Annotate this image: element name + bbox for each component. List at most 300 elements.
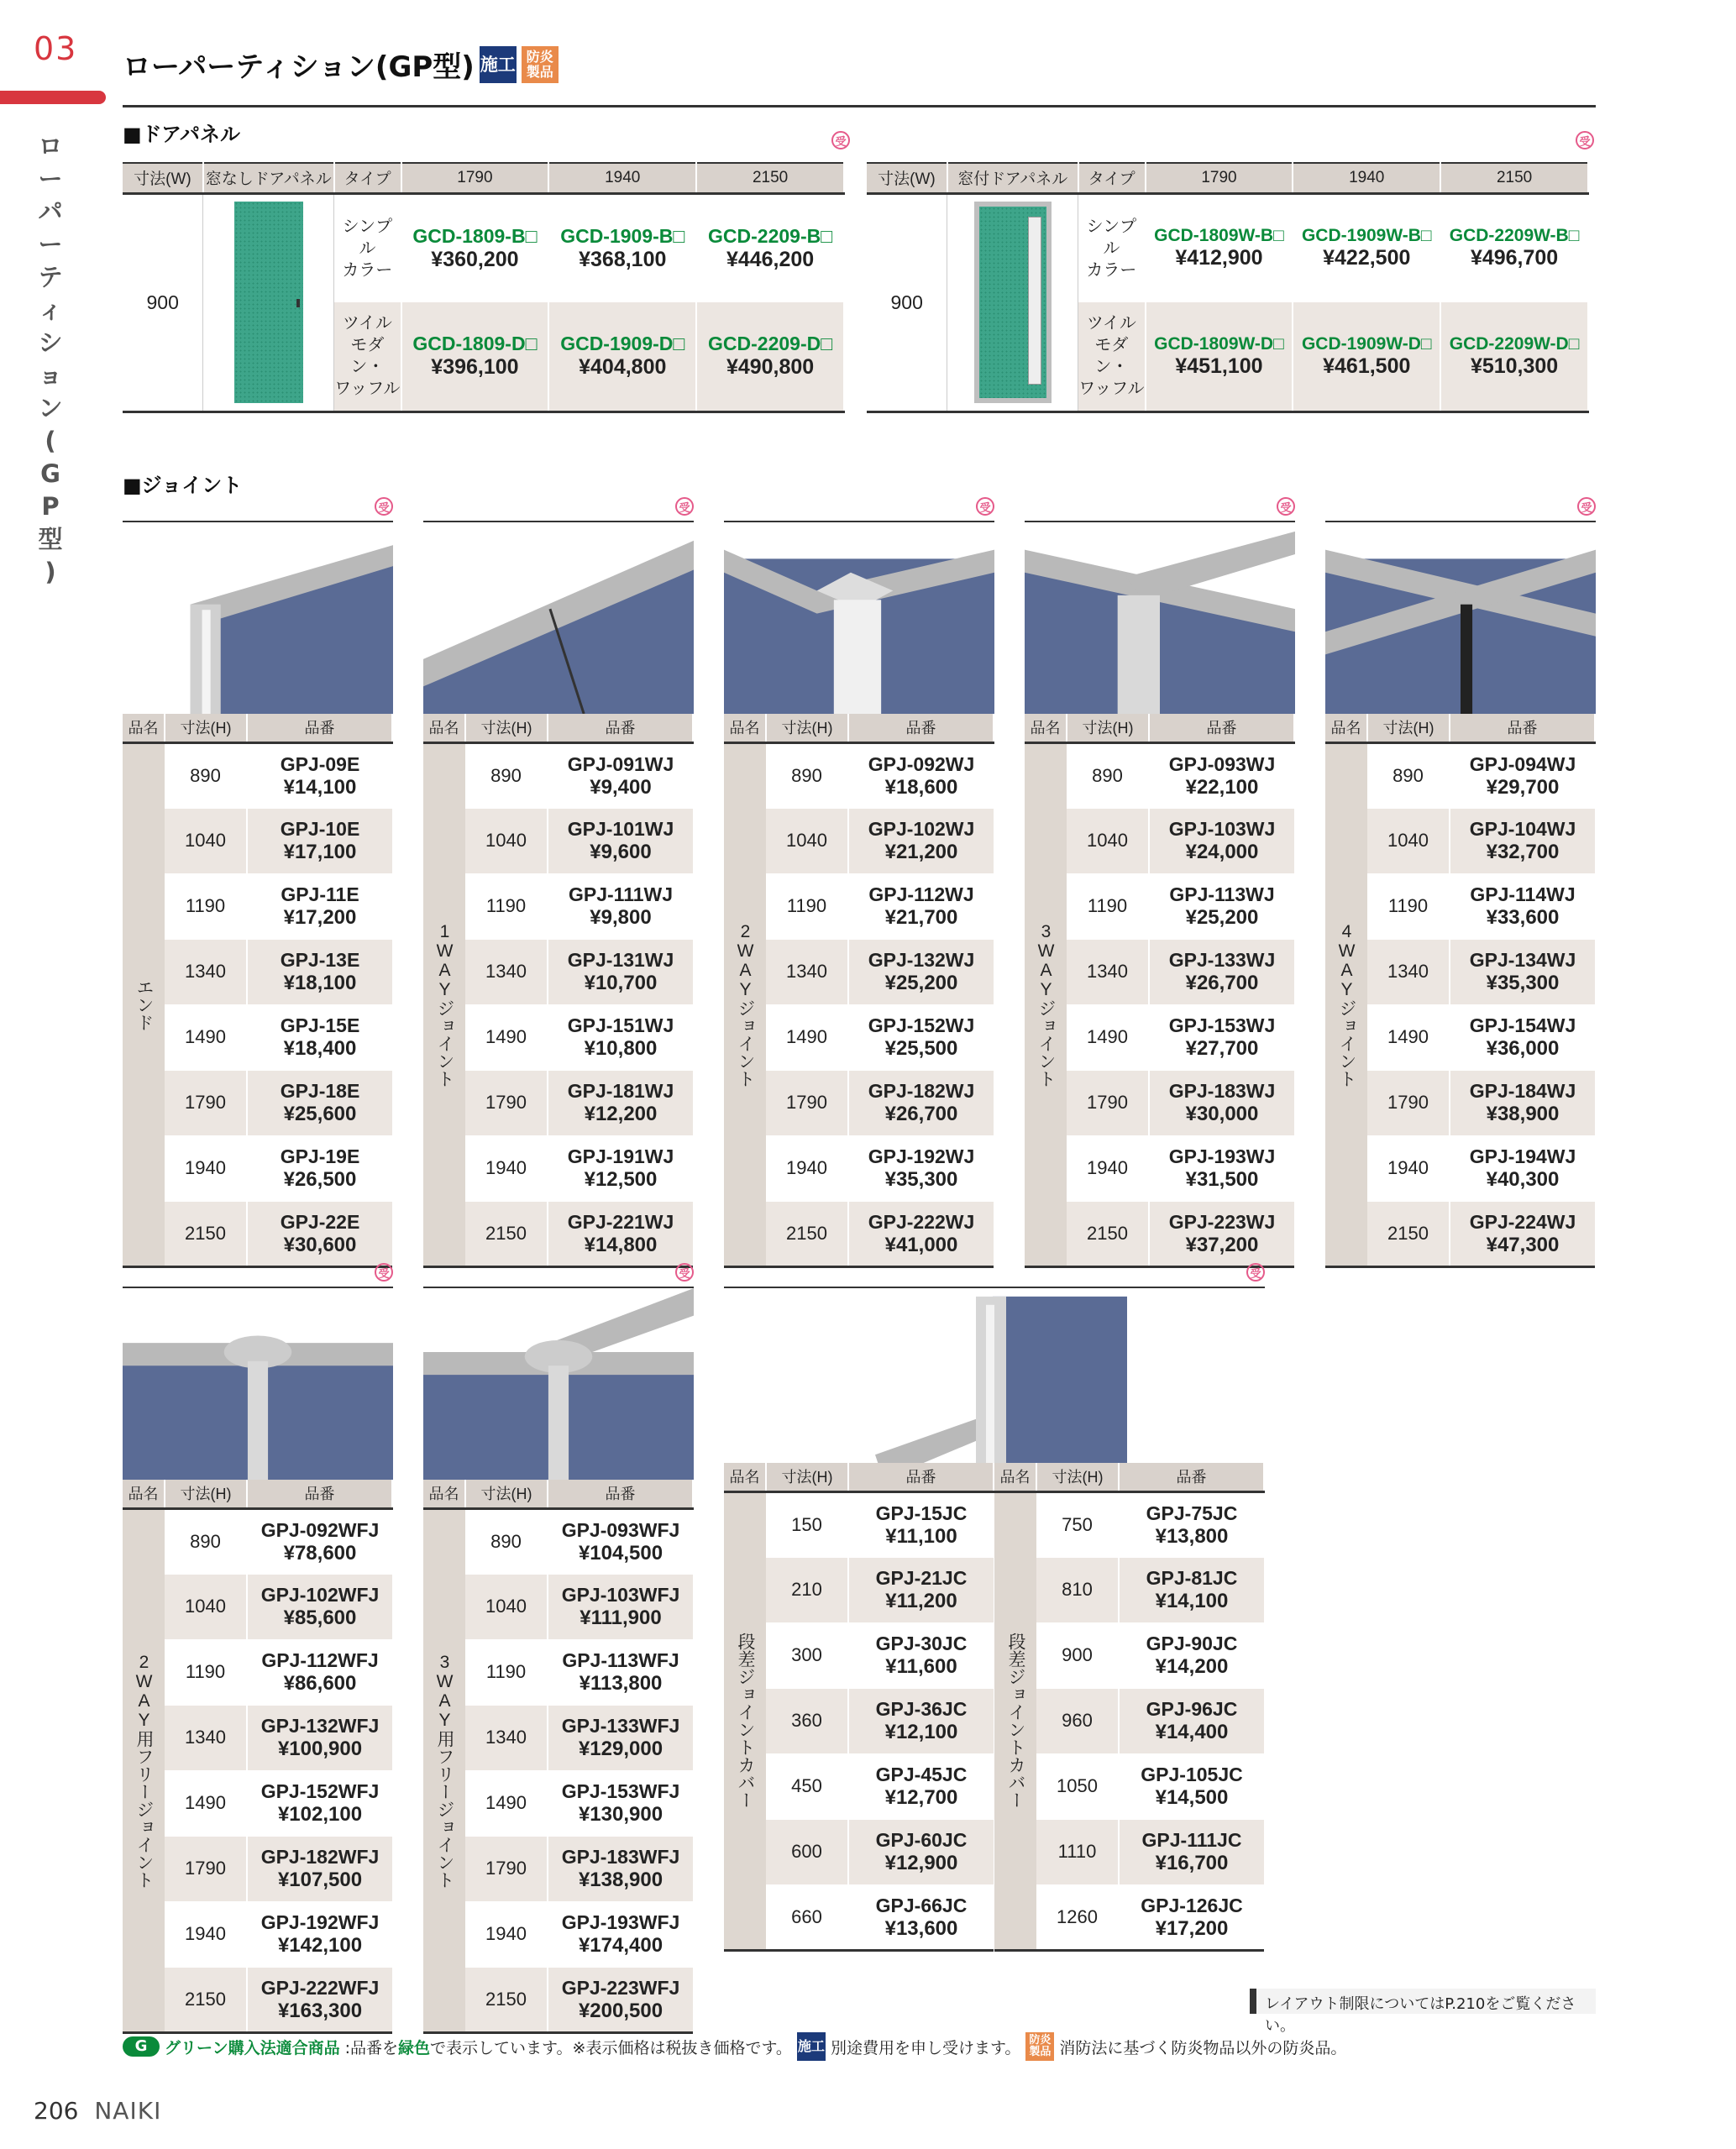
joint-table bbox=[123, 1263, 393, 2034]
joint-size: 2150 bbox=[465, 1201, 548, 1266]
product-code: GPJ-60JC bbox=[875, 1829, 968, 1851]
product-code: GPJ-30JC bbox=[875, 1633, 968, 1654]
footer-text4: 消防法に基づく防炎物品以外の防炎品。 bbox=[1059, 2038, 1347, 2057]
price: ¥11,200 bbox=[885, 1590, 957, 1612]
price: ¥10,800 bbox=[584, 1037, 658, 1060]
joint-price-cell bbox=[1119, 1884, 1264, 1950]
joint-size: 1790 bbox=[465, 1070, 548, 1135]
side-title-char: ィ bbox=[38, 296, 63, 324]
joint-size: 1040 bbox=[165, 808, 247, 873]
product-code: GPJ-101WJ bbox=[567, 818, 674, 840]
side-title-char: ロ bbox=[38, 132, 63, 160]
price: ¥404,800 bbox=[579, 355, 667, 380]
joint-size: 1040 bbox=[766, 808, 848, 873]
col-header-code: 品番 bbox=[1149, 714, 1294, 742]
product-code: GCD-1909W-B□ bbox=[1301, 226, 1432, 246]
joint-size: 1340 bbox=[465, 1705, 548, 1770]
joint-group-name: 4WAYジョイント bbox=[1325, 742, 1367, 1266]
joint-group-name: 段差ジョイントカバー bbox=[994, 1491, 1036, 1950]
joint-size: 1490 bbox=[465, 1004, 548, 1070]
joint-price-cell bbox=[247, 1770, 392, 1836]
joint-size: 1490 bbox=[465, 1770, 548, 1836]
product-code: GPJ-81JC bbox=[1146, 1567, 1238, 1589]
product-code: GPJ-113WFJ bbox=[562, 1649, 679, 1671]
price: ¥14,100 bbox=[1155, 1590, 1229, 1612]
price: ¥30,000 bbox=[1185, 1103, 1259, 1125]
joint-size: 1490 bbox=[766, 1004, 848, 1070]
footer-note bbox=[123, 2032, 1346, 2061]
joint-size: 890 bbox=[465, 1508, 548, 1574]
door-price-cell bbox=[1146, 193, 1293, 302]
joint-table bbox=[423, 1263, 694, 2034]
product-code: GPJ-96JC bbox=[1146, 1698, 1238, 1720]
joint-size: 1490 bbox=[1067, 1004, 1149, 1070]
product-code: GCD-2209-D□ bbox=[708, 333, 833, 355]
joint-size: 1490 bbox=[165, 1004, 247, 1070]
joint-size: 1790 bbox=[465, 1836, 548, 1901]
joint-size: 1190 bbox=[465, 1639, 548, 1705]
col-header-name: 品名 bbox=[423, 1480, 465, 1508]
product-code: GCD-1909W-D□ bbox=[1301, 333, 1432, 354]
price: ¥446,200 bbox=[726, 247, 815, 271]
joint-price-cell bbox=[1149, 1201, 1294, 1266]
joint-price-cell bbox=[848, 1491, 994, 1557]
door-type: シンプル カラー bbox=[334, 193, 401, 302]
product-code: GPJ-222WFJ bbox=[260, 1976, 380, 1999]
product-code: GPJ-133WFJ bbox=[561, 1715, 680, 1737]
joint-price-cell bbox=[848, 1884, 994, 1950]
joint-price-cell bbox=[247, 1967, 392, 2032]
door-price-cell bbox=[1440, 193, 1588, 302]
order-mark-icon: 受 bbox=[1246, 1263, 1265, 1282]
joint-size: 1110 bbox=[1036, 1819, 1119, 1884]
joint-size: 1790 bbox=[766, 1070, 848, 1135]
product-code: GPJ-183WJ bbox=[1168, 1080, 1276, 1102]
joint-price-cell bbox=[848, 1135, 994, 1201]
price: ¥17,100 bbox=[283, 841, 357, 863]
product-code: GPJ-102WJ bbox=[868, 818, 975, 840]
col-header-size: 寸法(H) bbox=[165, 714, 247, 742]
joint-size: 1490 bbox=[165, 1770, 247, 1836]
joint-size: 890 bbox=[465, 742, 548, 808]
price: ¥35,300 bbox=[884, 1168, 958, 1191]
joint-table bbox=[123, 497, 393, 1268]
price: ¥14,400 bbox=[1155, 1721, 1229, 1743]
product-code: GPJ-222WJ bbox=[868, 1210, 975, 1233]
product-code: GPJ-36JC bbox=[875, 1698, 968, 1720]
construction-badge: 施工 bbox=[480, 46, 517, 83]
joint-size: 1790 bbox=[1367, 1070, 1450, 1135]
product-code: GPJ-184WJ bbox=[1469, 1080, 1576, 1102]
door-price-cell bbox=[401, 193, 549, 302]
price: ¥86,600 bbox=[283, 1672, 357, 1695]
joint-size: 2150 bbox=[1067, 1201, 1149, 1266]
joint-size: 810 bbox=[1036, 1557, 1119, 1622]
joint-price-cell bbox=[1450, 808, 1595, 873]
door-price-cell bbox=[1293, 193, 1440, 302]
price: ¥18,600 bbox=[884, 775, 958, 799]
price: ¥104,500 bbox=[578, 1541, 663, 1565]
joint-size: 900 bbox=[1036, 1622, 1119, 1688]
product-code: GCD-1809W-B□ bbox=[1154, 226, 1284, 246]
joint-price-cell bbox=[548, 1705, 693, 1770]
price: ¥11,600 bbox=[885, 1655, 957, 1678]
joint-size: 150 bbox=[766, 1491, 848, 1557]
joint-price-cell bbox=[247, 1639, 392, 1705]
price: ¥35,300 bbox=[1486, 972, 1560, 994]
joint-price-cell bbox=[848, 1688, 994, 1753]
layout-note bbox=[1250, 1989, 1596, 2035]
order-mark-icon: 受 bbox=[375, 1263, 393, 1282]
side-title-char: テ bbox=[38, 263, 63, 291]
door-image bbox=[947, 193, 1078, 411]
product-code: GPJ-193WJ bbox=[1168, 1145, 1276, 1167]
joint-price-cell bbox=[1119, 1753, 1264, 1819]
joint-price-cell bbox=[1149, 808, 1294, 873]
product-code: GPJ-10E bbox=[280, 818, 360, 840]
order-mark-icon: 受 bbox=[1576, 131, 1594, 149]
product-code: GPJ-45JC bbox=[875, 1764, 968, 1785]
joint-size: 1040 bbox=[465, 808, 548, 873]
door-type: ツイル モダン・ ワッフル bbox=[334, 302, 401, 411]
price: ¥138,900 bbox=[578, 1869, 663, 1891]
product-code: GPJ-094WJ bbox=[1469, 752, 1576, 775]
joint-price-cell bbox=[548, 1836, 693, 1901]
product-code: GPJ-15E bbox=[280, 1014, 360, 1036]
product-code: GCD-2209-B□ bbox=[708, 224, 833, 247]
product-code: GPJ-221WJ bbox=[567, 1210, 674, 1233]
price: ¥10,700 bbox=[584, 972, 658, 994]
price: ¥16,700 bbox=[1155, 1852, 1229, 1874]
product-code: GPJ-132WFJ bbox=[260, 1715, 380, 1737]
joint-price-cell bbox=[1149, 873, 1294, 939]
col-header-size: 寸法(H) bbox=[766, 1463, 848, 1491]
product-code: GPJ-183WFJ bbox=[561, 1846, 680, 1868]
price: ¥27,700 bbox=[1185, 1037, 1259, 1060]
door-header: タイプ bbox=[334, 163, 401, 193]
joint-size: 890 bbox=[165, 742, 247, 808]
price: ¥25,500 bbox=[884, 1037, 958, 1060]
price: ¥12,900 bbox=[884, 1852, 958, 1874]
price: ¥41,000 bbox=[884, 1233, 958, 1256]
joint-price-cell bbox=[848, 1753, 994, 1819]
joint-size: 1940 bbox=[465, 1135, 548, 1201]
joint-size: 1790 bbox=[1067, 1070, 1149, 1135]
joint-price-cell bbox=[1149, 1070, 1294, 1135]
joint-price-cell bbox=[1450, 1201, 1595, 1266]
door-price-cell bbox=[1293, 302, 1440, 411]
joint-image bbox=[1325, 521, 1596, 714]
joint-size: 660 bbox=[766, 1884, 848, 1950]
price: ¥26,500 bbox=[283, 1168, 357, 1191]
joint-size: 300 bbox=[766, 1622, 848, 1688]
joint-price-cell bbox=[247, 873, 392, 939]
joint-price-cell bbox=[247, 808, 392, 873]
joint-price-cell bbox=[848, 1622, 994, 1688]
step-joint-section bbox=[724, 1263, 1265, 1480]
joint-price-cell bbox=[247, 1201, 392, 1266]
product-code: GPJ-133WJ bbox=[1168, 949, 1276, 971]
price: ¥510,300 bbox=[1470, 354, 1559, 378]
product-code: GPJ-22E bbox=[280, 1210, 360, 1233]
price: ¥129,000 bbox=[578, 1738, 663, 1760]
fireproof-badge: 防炎製品 bbox=[522, 46, 559, 83]
price: ¥422,500 bbox=[1323, 246, 1411, 270]
door-width: 900 bbox=[867, 193, 947, 411]
product-code: GPJ-092WJ bbox=[868, 752, 975, 775]
joint-size: 960 bbox=[1036, 1688, 1119, 1753]
price: ¥14,500 bbox=[1155, 1786, 1229, 1809]
joint-price-cell bbox=[1119, 1622, 1264, 1688]
product-code: GPJ-154WJ bbox=[1469, 1014, 1576, 1036]
product-code: GPJ-093WFJ bbox=[561, 1518, 680, 1541]
side-title-char: ョ bbox=[38, 361, 63, 390]
joint-size: 1190 bbox=[165, 873, 247, 939]
product-code: GPJ-66JC bbox=[875, 1894, 968, 1916]
joint-price-cell bbox=[247, 1705, 392, 1770]
joint-group-name: 3WAY用フリージョイント bbox=[423, 1508, 465, 2032]
col-header-code: 品番 bbox=[848, 714, 994, 742]
price: ¥31,500 bbox=[1185, 1168, 1259, 1191]
product-code: GPJ-103WFJ bbox=[561, 1584, 680, 1606]
price: ¥30,600 bbox=[283, 1233, 357, 1256]
price: ¥40,300 bbox=[1486, 1168, 1560, 1191]
side-title-char: シ bbox=[38, 328, 63, 357]
price: ¥12,100 bbox=[884, 1721, 958, 1743]
door-icon bbox=[234, 202, 303, 403]
order-mark-icon: 受 bbox=[675, 497, 694, 516]
footer-text2: で表示しています。※表示価格は税抜き価格です。 bbox=[430, 2038, 792, 2057]
joint-price-cell bbox=[548, 808, 693, 873]
product-code: GPJ-113WJ bbox=[1169, 883, 1275, 905]
joint-price-cell bbox=[247, 1070, 392, 1135]
door-panel-heading: ■ドアパネル bbox=[123, 123, 241, 146]
order-mark-icon: 受 bbox=[375, 497, 393, 516]
joint-price-cell bbox=[1450, 1135, 1595, 1201]
product-code: GPJ-131WJ bbox=[567, 949, 674, 971]
footer-green-word: 緑色 bbox=[398, 2038, 431, 2057]
joint-size: 450 bbox=[766, 1753, 848, 1819]
step-joint-table bbox=[724, 1463, 994, 1952]
price: ¥14,100 bbox=[283, 775, 357, 799]
price: ¥13,800 bbox=[1155, 1524, 1229, 1548]
price: ¥461,500 bbox=[1323, 354, 1411, 378]
product-code: GPJ-102WFJ bbox=[260, 1584, 380, 1606]
joint-price-cell bbox=[1149, 939, 1294, 1004]
joint-table bbox=[724, 497, 994, 1268]
joint-size: 890 bbox=[1067, 742, 1149, 808]
price: ¥18,100 bbox=[283, 972, 357, 994]
door-price-cell bbox=[696, 193, 844, 302]
product-code: GPJ-191WJ bbox=[567, 1145, 674, 1167]
door-type: ツイル モダン・ ワッフル bbox=[1078, 302, 1146, 411]
col-header-name: 品名 bbox=[724, 714, 766, 742]
price: ¥25,600 bbox=[283, 1103, 357, 1125]
door-price-cell bbox=[696, 302, 844, 411]
joint-price-cell bbox=[848, 1070, 994, 1135]
col-header-name: 品名 bbox=[423, 714, 465, 742]
side-title-char: G bbox=[40, 459, 60, 488]
door-image bbox=[203, 193, 334, 411]
col-header-code: 品番 bbox=[1119, 1463, 1264, 1491]
product-code: GCD-1909-B□ bbox=[560, 224, 685, 247]
col-header-size: 寸法(H) bbox=[165, 1480, 247, 1508]
joint-price-cell bbox=[848, 1557, 994, 1622]
side-title-char: P bbox=[41, 492, 60, 521]
col-header-name: 品名 bbox=[123, 1480, 165, 1508]
price: ¥25,200 bbox=[884, 972, 958, 994]
side-title-char: ー bbox=[38, 165, 63, 193]
col-header-size: 寸法(H) bbox=[766, 714, 848, 742]
product-code: GPJ-224WJ bbox=[1469, 1210, 1576, 1233]
door-header: タイプ bbox=[1078, 163, 1146, 193]
joint-size: 890 bbox=[165, 1508, 247, 1574]
product-code: GPJ-111WJ bbox=[568, 883, 674, 905]
joint-price-cell bbox=[848, 1004, 994, 1070]
joint-price-cell bbox=[548, 1201, 693, 1266]
door-panel-left bbox=[123, 162, 845, 413]
joint-size: 1190 bbox=[1067, 873, 1149, 939]
product-code: GPJ-111JC bbox=[1141, 1829, 1242, 1851]
price: ¥85,600 bbox=[283, 1607, 357, 1629]
joint-price-cell bbox=[848, 1201, 994, 1266]
joint-size: 2150 bbox=[465, 1967, 548, 2032]
joint-size: 1940 bbox=[165, 1135, 247, 1201]
joint-image bbox=[123, 1287, 393, 1480]
product-code: GPJ-223WJ bbox=[1168, 1210, 1276, 1233]
joint-size: 210 bbox=[766, 1557, 848, 1622]
price: ¥26,700 bbox=[1185, 972, 1259, 994]
section-number: 03 bbox=[34, 30, 78, 67]
joint-price-cell bbox=[548, 1901, 693, 1967]
windowed-door-icon bbox=[974, 202, 1052, 403]
joint-price-cell bbox=[247, 742, 392, 808]
joint-size: 1260 bbox=[1036, 1884, 1119, 1950]
footer-text3: 別途費用を申し受けます。 bbox=[830, 2038, 1021, 2057]
joint-price-cell bbox=[1450, 939, 1595, 1004]
product-code: GPJ-114WJ bbox=[1470, 883, 1576, 905]
price: ¥100,900 bbox=[277, 1738, 363, 1760]
joint-price-cell bbox=[1119, 1491, 1264, 1557]
joint-price-cell bbox=[548, 1639, 693, 1705]
joint-size: 890 bbox=[1367, 742, 1450, 808]
product-code: GPJ-192WJ bbox=[868, 1145, 975, 1167]
joint-price-cell bbox=[548, 1508, 693, 1574]
door-type: シンプル カラー bbox=[1078, 193, 1146, 302]
joint-size: 1040 bbox=[165, 1574, 247, 1639]
page-title-text: ローパーティション(GP型) bbox=[123, 50, 475, 84]
product-code: GPJ-152WJ bbox=[868, 1014, 975, 1036]
product-code: GPJ-105JC bbox=[1141, 1764, 1243, 1785]
joint-price-cell bbox=[548, 1574, 693, 1639]
product-code: GPJ-112WFJ bbox=[261, 1649, 379, 1671]
product-code: GCD-1809-B□ bbox=[412, 224, 538, 247]
door-price-cell bbox=[401, 302, 549, 411]
joint-price-cell bbox=[1119, 1688, 1264, 1753]
page-footer bbox=[34, 2097, 161, 2125]
joint-price-cell bbox=[247, 1508, 392, 1574]
col-header-name: 品名 bbox=[123, 714, 165, 742]
door-header: 1790 bbox=[1146, 163, 1293, 193]
joint-price-cell bbox=[1149, 742, 1294, 808]
price: ¥111,900 bbox=[580, 1607, 662, 1629]
joint-group-name: 2WAY用フリージョイント bbox=[123, 1508, 165, 2032]
joint-size: 1190 bbox=[465, 873, 548, 939]
joint-size: 1190 bbox=[165, 1639, 247, 1705]
joint-price-cell bbox=[247, 939, 392, 1004]
side-title-char: 型 bbox=[38, 525, 63, 553]
side-title-char: ー bbox=[38, 230, 63, 259]
product-code: GPJ-13E bbox=[280, 949, 360, 971]
price: ¥17,200 bbox=[1155, 1916, 1229, 1940]
door-panel-right bbox=[867, 162, 1589, 413]
price: ¥36,000 bbox=[1486, 1037, 1560, 1060]
construction-badge-small: 施工 bbox=[797, 2032, 826, 2061]
product-code: GPJ-90JC bbox=[1146, 1633, 1238, 1654]
door-header: 1940 bbox=[548, 163, 696, 193]
price: ¥368,100 bbox=[579, 247, 667, 271]
price: ¥451,100 bbox=[1175, 354, 1263, 378]
joint-size: 1940 bbox=[165, 1901, 247, 1967]
joint-image bbox=[123, 521, 393, 714]
joint-price-cell bbox=[848, 808, 994, 873]
price: ¥396,100 bbox=[431, 355, 519, 380]
joint-price-cell bbox=[247, 1836, 392, 1901]
joint-image bbox=[724, 521, 994, 714]
joint-price-cell bbox=[1149, 1004, 1294, 1070]
price: ¥25,200 bbox=[1185, 906, 1259, 929]
door-header: 窓なしドアパネル bbox=[203, 163, 334, 193]
product-code: GPJ-151WJ bbox=[567, 1014, 674, 1036]
joint-price-cell bbox=[548, 1967, 693, 2032]
joint-heading: ■ジョイント bbox=[123, 474, 243, 497]
price: ¥11,100 bbox=[885, 1524, 957, 1548]
joint-size: 1790 bbox=[165, 1070, 247, 1135]
joint-price-cell bbox=[1450, 1004, 1595, 1070]
product-code: GPJ-194WJ bbox=[1469, 1145, 1576, 1167]
product-code: GPJ-11E bbox=[281, 883, 359, 905]
joint-price-cell bbox=[548, 742, 693, 808]
product-code: GPJ-152WFJ bbox=[260, 1780, 380, 1802]
product-code: GPJ-103WJ bbox=[1168, 818, 1276, 840]
joint-size: 1040 bbox=[1367, 808, 1450, 873]
price: ¥14,200 bbox=[1155, 1655, 1229, 1678]
joint-size: 1790 bbox=[165, 1836, 247, 1901]
col-header-size: 寸法(H) bbox=[1036, 1463, 1119, 1491]
joint-size: 1040 bbox=[1067, 808, 1149, 873]
joint-table bbox=[1325, 497, 1596, 1268]
col-header-name: 品名 bbox=[994, 1463, 1036, 1491]
joint-price-cell bbox=[848, 742, 994, 808]
joint-price-cell bbox=[1450, 873, 1595, 939]
joint-size: 890 bbox=[766, 742, 848, 808]
step-joint-image bbox=[724, 1287, 1265, 1480]
price: ¥13,600 bbox=[884, 1916, 958, 1940]
joint-size: 2150 bbox=[165, 1201, 247, 1266]
joint-size: 1340 bbox=[165, 1705, 247, 1770]
col-header-code: 品番 bbox=[247, 1480, 392, 1508]
side-title-char: ) bbox=[45, 558, 56, 586]
joint-size: 1190 bbox=[766, 873, 848, 939]
product-code: GPJ-092WFJ bbox=[260, 1518, 380, 1541]
price: ¥22,100 bbox=[1185, 775, 1259, 799]
price: ¥9,400 bbox=[590, 775, 652, 799]
joint-image bbox=[423, 1287, 694, 1480]
product-code: GCD-1809-D□ bbox=[412, 333, 538, 355]
price: ¥174,400 bbox=[578, 1934, 663, 1957]
door-header: 2150 bbox=[696, 163, 844, 193]
price: ¥21,700 bbox=[884, 906, 958, 929]
